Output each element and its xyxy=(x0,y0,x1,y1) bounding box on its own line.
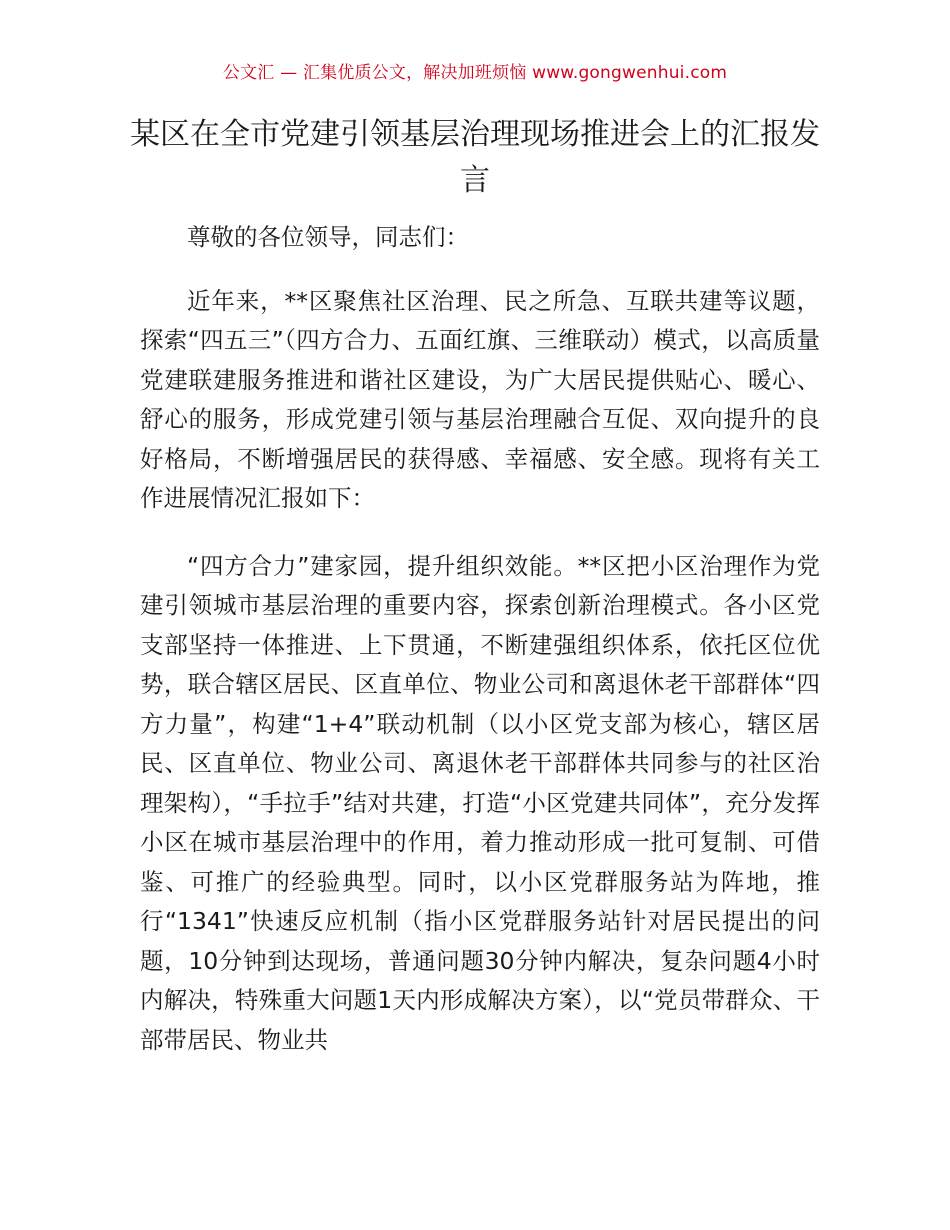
document-body xyxy=(140,218,820,1060)
document-title: 某区在全市党建引领基层治理现场推进会上的汇报发言 xyxy=(130,117,820,198)
salutation: 尊敬的各位领导，同志们： xyxy=(187,223,469,251)
site-watermark-header: 公文汇 — 汇集优质公文，解决加班烦恼 www.gongwenhui.com xyxy=(222,63,728,83)
paragraph-four-forces: “四方合力”建家园，提升组织效能。**区把小区治理作为党建引领城市基层治理的重要内容，探索创新治理模式。各小区党支部坚持一体推进、上下贯通，不断建强组织体系，依托区位优势，联合辖区居民、区直单位、物业公司和离退休老干部群体“四方力量”，构建“1+4”联动机制（以小区党支部为核心，辖区居民、区直单位、物业公司、离退休老干部群体共同参与的社区治理架构），“手拉手”结对共建，打造“小区党建共同体”，充分发挥小区在城市基层治理中的作用，着力推动形成一批可复制、可借鉴、可推广的经验典型。同时，以小区党群服务站为阵地，推行“1341”快速反应机制（指小区党群服务站针对居民提出的问题，10分钟到达现场，普通问题30分钟内解决，复杂问题4小时内解决，特殊重大问题1天内形成解决方案），以“党员带群众、干部带居民、物业共 xyxy=(140,551,820,1054)
paragraph-intro: 近年来，**区聚焦社区治理、民之所急、互联共建等议题，探索“四五三”（四方合力、五面红旗、三维联动）模式，以高质量党建联建服务推进和谐社区建设，为广大居民提供贴心、暖心、舒心的服务，形成党建引领与基层治理融合互促、双向提升的良好格局，不断增强居民的获得感、幸福感、安全感。现将有关工作进展情况汇报如下： xyxy=(140,286,820,512)
